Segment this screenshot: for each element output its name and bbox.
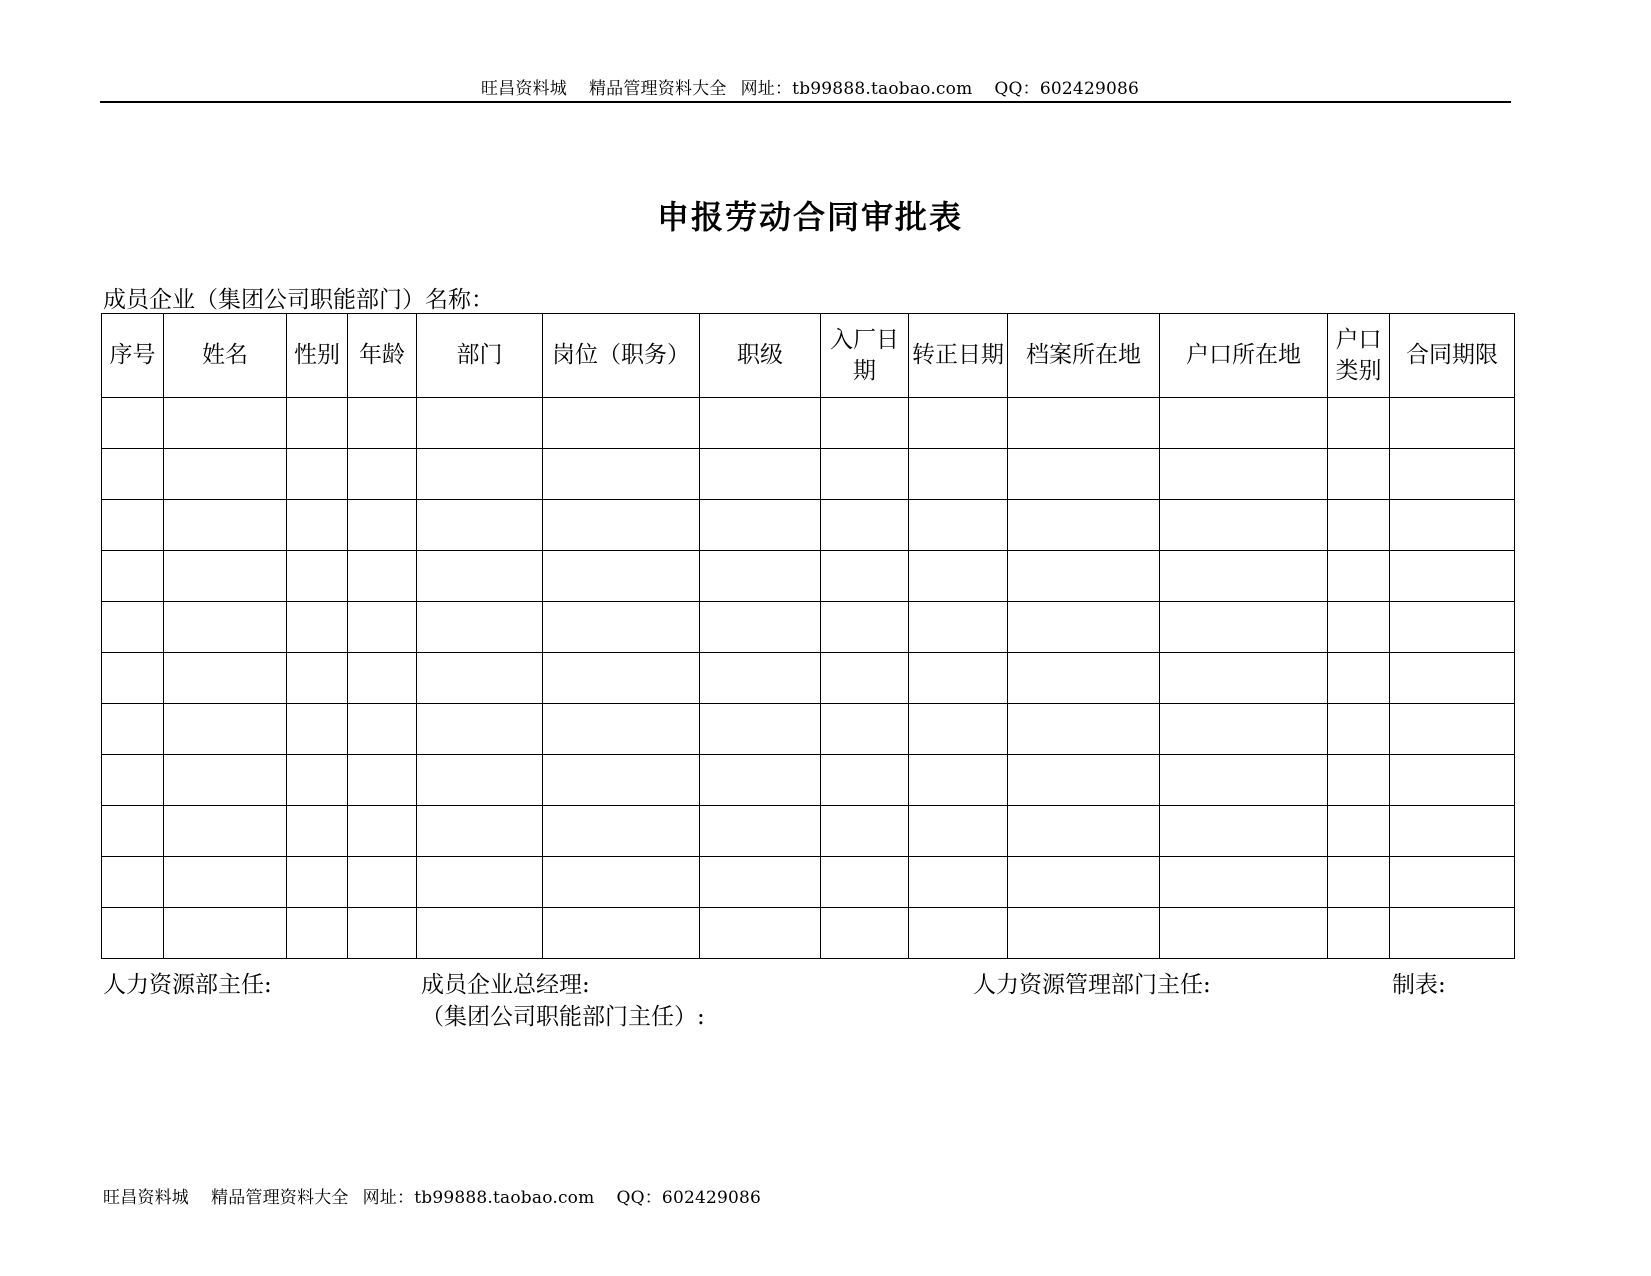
table-cell[interactable] — [287, 602, 348, 653]
table-cell[interactable] — [700, 449, 821, 500]
table-cell[interactable] — [1160, 704, 1328, 755]
table-cell[interactable] — [1008, 806, 1160, 857]
table-cell[interactable] — [700, 704, 821, 755]
table-cell[interactable] — [1390, 806, 1515, 857]
table-cell[interactable] — [417, 857, 543, 908]
table-cell[interactable] — [1160, 908, 1328, 959]
table-cell[interactable] — [417, 602, 543, 653]
table-cell[interactable] — [287, 755, 348, 806]
table-cell[interactable] — [417, 704, 543, 755]
table-cell[interactable] — [700, 653, 821, 704]
table-cell[interactable] — [348, 908, 417, 959]
table-cell[interactable] — [102, 908, 164, 959]
table-cell[interactable] — [909, 398, 1008, 449]
table-cell[interactable] — [543, 653, 700, 704]
table-cell[interactable] — [348, 602, 417, 653]
table-cell[interactable] — [821, 449, 909, 500]
table-cell[interactable] — [1160, 551, 1328, 602]
table-cell[interactable] — [417, 908, 543, 959]
table-cell[interactable] — [287, 449, 348, 500]
preparer-signature-label: 制表: — [1392, 972, 1446, 998]
table-cell[interactable] — [543, 908, 700, 959]
table-cell[interactable] — [102, 398, 164, 449]
table-cell[interactable] — [821, 398, 909, 449]
table-cell[interactable] — [417, 398, 543, 449]
table-cell[interactable] — [700, 602, 821, 653]
table-cell[interactable] — [417, 500, 543, 551]
table-cell[interactable] — [909, 755, 1008, 806]
table-cell[interactable] — [821, 551, 909, 602]
table-cell[interactable] — [1160, 857, 1328, 908]
table-cell[interactable] — [287, 857, 348, 908]
table-cell[interactable] — [348, 449, 417, 500]
table-header-row — [102, 314, 1515, 398]
table-cell[interactable] — [909, 602, 1008, 653]
table-cell[interactable] — [700, 755, 821, 806]
table-cell[interactable] — [348, 857, 417, 908]
table-cell[interactable] — [164, 602, 287, 653]
table-cell[interactable] — [543, 449, 700, 500]
table-cell[interactable] — [700, 398, 821, 449]
col-header-hukou-location: 户口所在地 — [1160, 314, 1328, 398]
table-cell[interactable] — [543, 704, 700, 755]
table-cell[interactable] — [417, 551, 543, 602]
table-cell[interactable] — [1160, 449, 1328, 500]
table-cell[interactable] — [348, 398, 417, 449]
page-footer — [103, 1183, 761, 1208]
col-header-serial: 序号 — [102, 314, 164, 398]
table-cell[interactable] — [1008, 449, 1160, 500]
table-cell[interactable] — [1328, 857, 1390, 908]
table-row — [102, 806, 1515, 857]
table-cell[interactable] — [821, 653, 909, 704]
table-cell[interactable] — [1008, 908, 1160, 959]
table-cell[interactable] — [1008, 704, 1160, 755]
table-cell[interactable] — [543, 755, 700, 806]
table-cell[interactable] — [164, 704, 287, 755]
table-cell[interactable] — [700, 500, 821, 551]
table-cell[interactable] — [164, 551, 287, 602]
header-qq: QQ：602429086 — [994, 79, 1140, 99]
table-cell[interactable] — [1008, 602, 1160, 653]
header-slogan: 精品管理资料大全 — [588, 79, 727, 99]
col-header-department: 部门 — [417, 314, 543, 398]
table-cell[interactable] — [821, 857, 909, 908]
table-cell[interactable] — [348, 551, 417, 602]
table-cell[interactable] — [821, 806, 909, 857]
table-cell[interactable] — [287, 551, 348, 602]
table-cell[interactable] — [909, 806, 1008, 857]
table-cell[interactable] — [821, 500, 909, 551]
table-cell[interactable] — [1390, 602, 1515, 653]
footer-site: 网址：tb99888.taobao.com — [362, 1188, 595, 1208]
table-cell[interactable] — [1008, 398, 1160, 449]
table-cell[interactable] — [287, 704, 348, 755]
company-name-label: 成员企业（集团公司职能部门）名称： — [103, 287, 494, 313]
footer-shop: 旺昌资料城 — [103, 1188, 189, 1208]
table-row — [102, 755, 1515, 806]
header-shop: 旺昌资料城 — [480, 79, 567, 99]
table-cell[interactable] — [102, 806, 164, 857]
table-cell[interactable] — [102, 500, 164, 551]
table-cell[interactable] — [543, 857, 700, 908]
table-cell[interactable] — [102, 755, 164, 806]
table-cell[interactable] — [700, 908, 821, 959]
table-cell[interactable] — [164, 500, 287, 551]
table-cell[interactable] — [909, 857, 1008, 908]
table-cell[interactable] — [543, 500, 700, 551]
table-cell[interactable] — [102, 602, 164, 653]
approval-table — [101, 313, 1515, 959]
table-cell[interactable] — [1390, 449, 1515, 500]
table-cell[interactable] — [1160, 653, 1328, 704]
table-cell[interactable] — [287, 806, 348, 857]
table-cell[interactable] — [1008, 500, 1160, 551]
table-row — [102, 653, 1515, 704]
table-cell[interactable] — [417, 449, 543, 500]
table-cell[interactable] — [700, 551, 821, 602]
table-cell[interactable] — [102, 551, 164, 602]
table-cell[interactable] — [909, 908, 1008, 959]
table-body — [102, 398, 1515, 959]
table-cell[interactable] — [1008, 755, 1160, 806]
table-cell[interactable] — [1328, 755, 1390, 806]
table-cell[interactable] — [909, 704, 1008, 755]
table-cell[interactable] — [348, 500, 417, 551]
header-site: 网址：tb99888.taobao.com — [740, 79, 973, 99]
table-cell[interactable] — [102, 704, 164, 755]
table-cell[interactable] — [1160, 500, 1328, 551]
table-cell[interactable] — [1328, 449, 1390, 500]
table-cell[interactable] — [1008, 857, 1160, 908]
table-cell[interactable] — [1160, 755, 1328, 806]
table-cell[interactable] — [348, 653, 417, 704]
col-header-contract-term: 合同期限 — [1390, 314, 1515, 398]
table-cell[interactable] — [1328, 653, 1390, 704]
table-cell[interactable] — [164, 398, 287, 449]
table-cell[interactable] — [102, 449, 164, 500]
table-cell[interactable] — [1328, 551, 1390, 602]
table-cell[interactable] — [909, 500, 1008, 551]
table-cell[interactable] — [821, 704, 909, 755]
table-cell[interactable] — [821, 908, 909, 959]
table-cell[interactable] — [1328, 500, 1390, 551]
table-cell[interactable] — [1390, 500, 1515, 551]
table-cell[interactable] — [821, 602, 909, 653]
table-row — [102, 398, 1515, 449]
table-cell[interactable] — [1160, 602, 1328, 653]
table-cell[interactable] — [164, 755, 287, 806]
col-header-confirm-date: 转正日期 — [909, 314, 1008, 398]
table-cell[interactable] — [287, 908, 348, 959]
table-cell[interactable] — [1390, 755, 1515, 806]
table-cell[interactable] — [1390, 398, 1515, 449]
table-cell[interactable] — [909, 449, 1008, 500]
col-header-age: 年龄 — [348, 314, 417, 398]
table-cell[interactable] — [417, 653, 543, 704]
table-cell[interactable] — [164, 449, 287, 500]
table-cell[interactable] — [700, 806, 821, 857]
header-rule — [100, 101, 1511, 103]
table-cell[interactable] — [1328, 806, 1390, 857]
table-row — [102, 704, 1515, 755]
table-cell[interactable] — [1008, 551, 1160, 602]
col-header-gender: 性别 — [287, 314, 348, 398]
table-cell[interactable] — [909, 551, 1008, 602]
table-cell[interactable] — [1390, 704, 1515, 755]
table-row — [102, 857, 1515, 908]
table-cell[interactable] — [700, 857, 821, 908]
table-cell[interactable] — [164, 806, 287, 857]
hr-director-signature-label: 人力资源部主任: — [103, 972, 272, 998]
table-cell[interactable] — [102, 857, 164, 908]
table-cell[interactable] — [1390, 857, 1515, 908]
gm-signature-label: 成员企业总经理: — [421, 972, 590, 998]
table-cell[interactable] — [543, 806, 700, 857]
table-row — [102, 500, 1515, 551]
table-cell[interactable] — [348, 704, 417, 755]
table-cell[interactable] — [164, 908, 287, 959]
table-row — [102, 449, 1515, 500]
table-cell[interactable] — [164, 857, 287, 908]
table-cell[interactable] — [821, 755, 909, 806]
hr-mgmt-director-signature-label: 人力资源管理部门主任: — [973, 972, 1211, 998]
col-header-position: 岗位（职务） — [543, 314, 700, 398]
table-cell[interactable] — [1160, 398, 1328, 449]
table-cell[interactable] — [1328, 602, 1390, 653]
page-title: 申报劳动合同审批表 — [656, 198, 963, 236]
col-header-name: 姓名 — [164, 314, 287, 398]
table-cell[interactable] — [1160, 806, 1328, 857]
table-cell[interactable] — [348, 806, 417, 857]
table-cell[interactable] — [164, 653, 287, 704]
page-header — [0, 74, 1620, 99]
table-cell[interactable] — [1328, 704, 1390, 755]
table-cell[interactable] — [348, 755, 417, 806]
col-header-archive-location: 档案所在地 — [1008, 314, 1160, 398]
table-row — [102, 602, 1515, 653]
table-cell[interactable] — [909, 653, 1008, 704]
table-cell[interactable] — [287, 653, 348, 704]
table-row — [102, 551, 1515, 602]
gm-signature-sublabel: （集团公司职能部门主任）: — [421, 1004, 705, 1030]
table-cell[interactable] — [1390, 908, 1515, 959]
table-cell[interactable] — [1008, 653, 1160, 704]
table-cell[interactable] — [1328, 398, 1390, 449]
table-cell[interactable] — [417, 806, 543, 857]
table-cell[interactable] — [102, 653, 164, 704]
footer-qq: QQ：602429086 — [616, 1188, 762, 1208]
footer-slogan: 精品管理资料大全 — [211, 1188, 349, 1208]
table-cell[interactable] — [417, 755, 543, 806]
table-cell[interactable] — [1390, 551, 1515, 602]
table-cell[interactable] — [543, 398, 700, 449]
table-cell[interactable] — [287, 500, 348, 551]
table-cell[interactable] — [1390, 653, 1515, 704]
table-row — [102, 908, 1515, 959]
table-cell[interactable] — [1328, 908, 1390, 959]
table-cell[interactable] — [287, 398, 348, 449]
col-header-grade: 职级 — [700, 314, 821, 398]
table-cell[interactable] — [543, 602, 700, 653]
col-header-hukou-type: 户口类别 — [1328, 314, 1390, 398]
table-cell[interactable] — [543, 551, 700, 602]
col-header-entry-date: 入厂日期 — [821, 314, 909, 398]
